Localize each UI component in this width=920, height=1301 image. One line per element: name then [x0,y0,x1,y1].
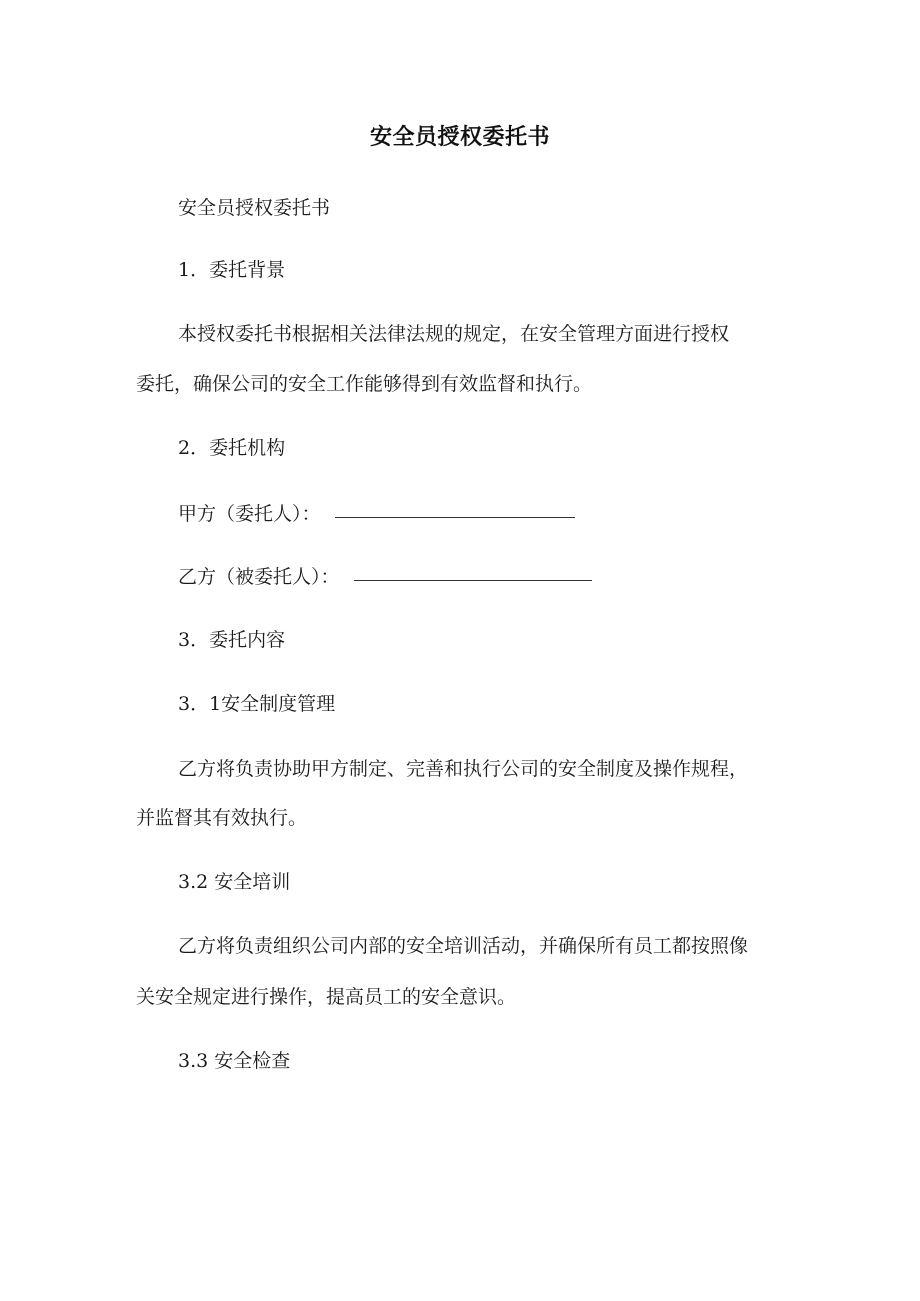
section-3-1-body-line-1: 乙方将负责协助甲方制定、完善和执行公司的安全制度及操作规程， [178,758,749,780]
section-3-heading: 3．委托内容 [178,629,286,651]
section-3-2-heading: 3.2 安全培训 [178,871,291,893]
party-a-row [178,500,575,528]
section-3-3-heading: 3.3 安全检查 [178,1050,291,1072]
party-a-label: 甲方（委托人）： [178,503,321,525]
section-3-2-body-line-2: 关安全规定进行操作，提高员工的安全意识。 [136,986,517,1008]
party-a-blank-field[interactable] [335,516,575,518]
section-1-heading: 1．委托背景 [178,259,286,281]
section-1-body-line-1: 本授权委托书根据相关法律法规的规定，在安全管理方面进行授权 [178,323,730,345]
section-1-body-line-2: 委托，确保公司的安全工作能够得到有效监督和执行。 [136,373,593,395]
section-3-1-heading: 3．1安全制度管理 [178,693,336,715]
party-b-label: 乙方（被委托人）： [178,566,340,588]
section-3-1-body-line-2: 并监督其有效执行。 [136,807,308,829]
document-title: 安全员授权委托书 [369,125,550,150]
section-2-heading: 2．委托机构 [178,437,286,459]
party-b-row [178,563,592,591]
party-b-blank-field[interactable] [354,579,592,581]
document-subtitle: 安全员授权委托书 [178,197,331,219]
section-3-2-body-line-1: 乙方将负责组织公司内部的安全培训活动，并确保所有员工都按照像 [178,935,749,957]
